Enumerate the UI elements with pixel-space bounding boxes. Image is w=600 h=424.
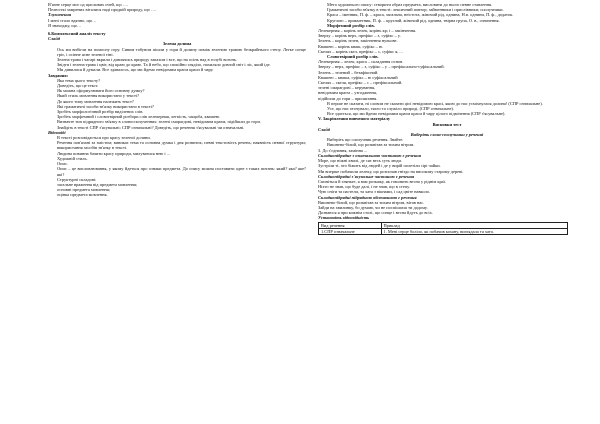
text-line: Зелень – зелений – безафіксний. [318, 69, 379, 75]
text-line: Пелюсткі замрених віталися наді продкій природу, що …. [48, 7, 157, 13]
table-header-cell: Приклад [381, 222, 568, 228]
text-line: зелені смарагдові – керування, [318, 85, 376, 91]
test-option: Ми вперше побачили лелеку, що розпочав гніздо на високому старому дереві. [318, 168, 464, 174]
task-item: Який стиль мовлення використано у тексті? [57, 93, 140, 99]
task-item: Доведіть, що це текст. [57, 83, 99, 89]
text-title: Зелена долина [162, 41, 192, 47]
test-question: Установіть відповідність [318, 215, 370, 221]
right-column [318, 2, 576, 235]
text-line: Я знаходжу, що… [48, 22, 82, 28]
test-option: Чую сніги та пастели, та хата з вікнами, і сад цвіте навколо. [318, 189, 431, 195]
text-line: Усе, що нас оточувало, тягло та служіло природі, (СПР означальне). [327, 106, 454, 112]
task-item: Зробіть морфемний і словотвірний розбори слів лелекерная, легкість, чащоба, квашею. [57, 114, 221, 120]
text-line: невідомим краєм – узгодження, [318, 90, 377, 96]
paragraph: Ось ми вибігли на помосну гору. Сивим табуном пішли у гори й долину поміж зеленою травою безкрайнього степу. Легке сонце гріє, і осінне ясне зеленої тіні. [57, 46, 306, 57]
text-line: Зверху – корінь верх, префікс – з, суфікс – у. [318, 33, 401, 39]
subheading: Висновки тест [432, 121, 462, 127]
subheading: Словотвірний розбір слів. [327, 54, 379, 60]
table-cell: 1.СПР означальне [319, 228, 382, 234]
paragraph: Зелена трава і чагарі вкрили і дивлячись природу запахом і все, що на осінь над в голубі вогонь. [57, 57, 237, 63]
test-question: Складнопідрядні підрядною обставиною є речення [318, 194, 417, 200]
text-line: Скелях – скеля, префікс – с – префіксальний. [318, 80, 403, 86]
answer-item: В тексті розповідається про красу зеленої долини. [57, 135, 151, 141]
test-option: Дознаюся я при кожнім столі, що сонце і весна йдуть до всіх. [318, 210, 433, 216]
text-line: Квашею – корінь кваш, суфікс – ю. [318, 43, 384, 49]
test-option: Море, що ніжні хвилі, де сяє весь суть люди. [318, 158, 402, 164]
task-item: Визначте тип підрядного зв'язку в словосполученнях: зелені смарагдові, невідомим краєм, підійшли до гори. [57, 119, 261, 125]
answer-item: оцінка предмета мовлення. [57, 192, 108, 198]
table-header-cell: Вид речення [319, 222, 382, 228]
test-option: Спиніться й гляньте, я вам розкажу, як гомонить весна у ріднім краї. [318, 178, 446, 184]
answer-item: основні предмета мовлення; [57, 187, 111, 193]
test-option: Зайди на хвилинку, бо думаю, чи не поспішаєш ти додому. [318, 204, 428, 210]
text-line: Квашею – кваша, суфікс – ю суфіксальний [318, 74, 398, 80]
answer-item: Художній стиль. [57, 155, 88, 161]
test-option: Вишнево-білий, що розквітав за тихим вітром, вітав нас. [318, 199, 425, 205]
slide-label: Слайд [318, 126, 330, 132]
subheading: Морфемний розбір слів. [327, 22, 375, 28]
text-line: Зелень – корінь зелен, закінчення нульове. [318, 38, 398, 44]
answer-item: Людина повинна бачити красу природи, милуватися нею і ... [57, 150, 171, 156]
paragraph: Ми дивилися й думали. Все здавалось, що ми йдемо невідомим краєм краси й чару. [57, 67, 214, 73]
section-heading: V. Закріплення вивченого матеріалу [318, 116, 391, 122]
paragraph: Звідти і зелена трава і цвіт, від краю до краю. Та й небо, що спокійно гляділо, нахиляло довгий світ і ліс, який іде. [57, 62, 271, 68]
test-question: Виберіть слова-сполучники у реченні [410, 132, 484, 138]
task-item: Яка тема цього тексту? [57, 77, 101, 83]
answer-item: Речення пов'язані за змістом; виникає тема та основна думка і дня розвиток; певні текстовість речень; наявність певної структури; використання засобів зв'язку в тексті. [57, 140, 306, 151]
answer-item: Опис. [57, 161, 68, 167]
answer-item: загальне враження від предмета мовлення; [57, 181, 138, 187]
text-line: Лелекерная – корінь лелек, корінь кр; і – закінчення. [318, 28, 417, 34]
answer-item: Опис – це висловлювання, у якому йдеться про ознаки предмета. До опису можна поставити одне з таких питань: який? яка? яке? які? [57, 166, 306, 177]
paragraph: В перше не сказати, ні словом не сказати цієї невідомою красі, якою до нас усміхнулася долина! (СПР означальне). [327, 100, 543, 106]
text-line: підійшли до гори – прилягання. [318, 95, 378, 101]
test-option: 3. До з'єднання, замінна ... [318, 147, 368, 153]
test-option: Вишнево-білий, що розквітав за тихим вітром. [327, 142, 415, 148]
answer-item: Структурні складові: [57, 176, 97, 182]
test-question: Складнопідрядні з'ясувальне частиною є речення [318, 173, 415, 179]
text-line: Скелях – корінь скел, префікс – с, суфікс я, ... [318, 48, 403, 54]
text-line: Тлумачення [48, 12, 72, 18]
paragraph: Граматичні засоби зв'язку в тексті: лексичний повтор; займенники і прислівники; сполучники. [327, 7, 504, 13]
table-cell: 1. Мені серце боліло, як побачив кохану, виглядала та хата. [381, 228, 568, 234]
test-option: Виберіть що сполучник речення. Знайте. [327, 137, 404, 143]
task-item: Зробіть морфологічний розбір виділених слів. [57, 109, 144, 115]
section-heading: 6.Комплексний аналіз тексту [48, 31, 106, 37]
paragraph: Мета художнього опису: створити образ предмета, висловити до нього певне ставлення. [327, 2, 493, 7]
left-column [48, 2, 306, 198]
answers-heading: Відповіді [48, 129, 66, 135]
task-item: Які граматичні засоби зв'язку використано в тексті? [57, 103, 154, 109]
text-line: Зверху – верх, префікс – з, суфікс – у – префіксально-суфіксальний. [318, 64, 445, 70]
paragraph: Все здається, що ми йдемо невідомим краєм краси й чару цілого підмічення (СПР з'ясувальне). [327, 111, 506, 117]
test-option: Зустріли ті, хто біжить від людей і де у вирій полетіли сірі чайки. [318, 163, 441, 169]
test-option: Ніхто не знав, що буде далі, і не знав, що в степу. [318, 184, 410, 190]
matching-table [318, 222, 568, 235]
paragraph: Круглою – прикметник, П. ф. – круглий, жіночий рід, однина, твірна група, О. в., означення. [327, 17, 500, 23]
text-line: Лелекерная – лелек, краса – складання основ. [318, 59, 404, 65]
task-item: До якого типу мовлення належить текст? [57, 98, 134, 104]
text-line: І мені стало вдячно, що… [48, 17, 97, 23]
tasks-heading: Завдання: [48, 72, 69, 78]
task-item: Знайдіть в тексті СПР з'ясувальні; СПР означальні? Доведіть, що речення з'ясувальні чи означальні. [57, 124, 245, 130]
text-line: В'язне серце моє од щасливих очей, що …. [48, 2, 129, 7]
slide-label: Слайд [48, 36, 60, 42]
table-row [319, 228, 568, 234]
test-question: Складнопідрядне з означальною частиною є речення [318, 152, 421, 158]
task-item: Як можна сформулювати його основну думку? [57, 88, 145, 94]
paragraph: Краса – іменник, П. ф. – краса, загальна, неістота, жіночий рід, однина, Н.в. однини, П. ф., додаток. [327, 12, 514, 18]
